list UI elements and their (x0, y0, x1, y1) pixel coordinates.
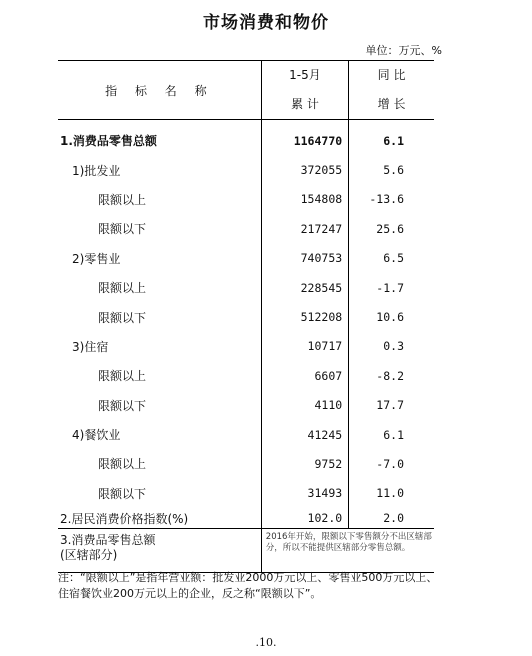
table-row (58, 479, 434, 508)
row-value: 512208 (261, 302, 348, 331)
retail-district-note: 2016年开始，限额以下零售额分不出区辖部分，所以不能提供区辖部分零售总额。 (261, 529, 434, 573)
row-value: 102.0 (261, 508, 348, 529)
row-value: 4110 (261, 391, 348, 420)
row-growth: 2.0 (349, 508, 434, 529)
row-name: 2.居民消费价格指数(%) (58, 508, 261, 529)
row-name: 限额以下 (98, 486, 147, 501)
table-row (58, 302, 434, 331)
retail-district-name-line2: (区辖部分) (60, 548, 118, 563)
table-row (58, 185, 434, 214)
row-growth: 17.7 (349, 391, 434, 420)
row-name: 限额以下 (98, 222, 147, 237)
row-value: 41245 (261, 420, 348, 449)
table-row (58, 273, 434, 302)
row-value: 1164770 (261, 126, 348, 155)
table-row (58, 214, 434, 243)
row-growth: 6.1 (349, 420, 434, 449)
row-name: 3)住宿 (72, 339, 109, 354)
table-row (58, 420, 434, 449)
row-value: 6607 (261, 361, 348, 390)
row-growth: 6.1 (349, 126, 434, 155)
table-row (58, 361, 434, 390)
row-name: 限额以上 (98, 457, 147, 472)
row-name: 限额以下 (98, 310, 147, 325)
table-row (58, 449, 434, 478)
row-value: 9752 (261, 449, 348, 478)
table-row (58, 155, 434, 184)
table-row-retail-district (58, 529, 434, 573)
table-row (58, 244, 434, 273)
row-value: 372055 (261, 155, 348, 184)
table-row (58, 508, 434, 529)
header-growth-line1: 同 比 (377, 68, 406, 82)
data-table (58, 60, 434, 573)
page-title: 市场消费和物价 (203, 13, 329, 33)
row-name: 限额以上 (98, 281, 147, 296)
row-name: 限额以下 (98, 398, 147, 413)
header-name: 指 标 名 称 (58, 61, 261, 120)
page-number: .10. (255, 636, 277, 649)
row-value: 154808 (261, 185, 348, 214)
header-cumulative-line2: 累 计 (291, 97, 319, 111)
row-growth: -13.6 (349, 185, 434, 214)
row-name: 1)批发业 (72, 163, 121, 178)
row-name: 1.消费品零售总额 (60, 134, 157, 149)
table-header (58, 61, 434, 120)
row-growth: -7.0 (349, 449, 434, 478)
row-name: 4)餐饮业 (72, 428, 121, 443)
row-growth: 10.6 (349, 302, 434, 331)
row-value: 31493 (261, 479, 348, 508)
row-growth: -8.2 (349, 361, 434, 390)
row-value: 10717 (261, 332, 348, 361)
row-growth: 25.6 (349, 214, 434, 243)
unit-label: 单位：万元、% (365, 44, 442, 57)
row-value: 228545 (261, 273, 348, 302)
row-growth: -1.7 (349, 273, 434, 302)
retail-district-name-line1: 3.消费品零售总额 (60, 533, 156, 548)
row-name: 限额以上 (98, 369, 147, 384)
row-name: 2)零售业 (72, 251, 121, 266)
row-growth: 5.6 (349, 155, 434, 184)
row-name: 限额以上 (98, 192, 147, 207)
row-growth: 11.0 (349, 479, 434, 508)
header-growth (349, 61, 434, 120)
row-value: 740753 (261, 244, 348, 273)
retail-district-name (58, 529, 261, 573)
header-cumulative (261, 61, 348, 120)
footnote: 注：“限额以上”是指年营业额：批发业2000万元以上、零售业500万元以上、住宿餐饮业200万元以上的企业，反之称“限额以下”。 (58, 571, 438, 600)
header-growth-line2: 增 长 (377, 97, 406, 111)
table-row (58, 126, 434, 155)
header-cumulative-line1: 1-5月 (289, 68, 321, 82)
row-value: 217247 (261, 214, 348, 243)
row-growth: 6.5 (349, 244, 434, 273)
table-row (58, 332, 434, 361)
row-growth: 0.3 (349, 332, 434, 361)
table-row (58, 391, 434, 420)
